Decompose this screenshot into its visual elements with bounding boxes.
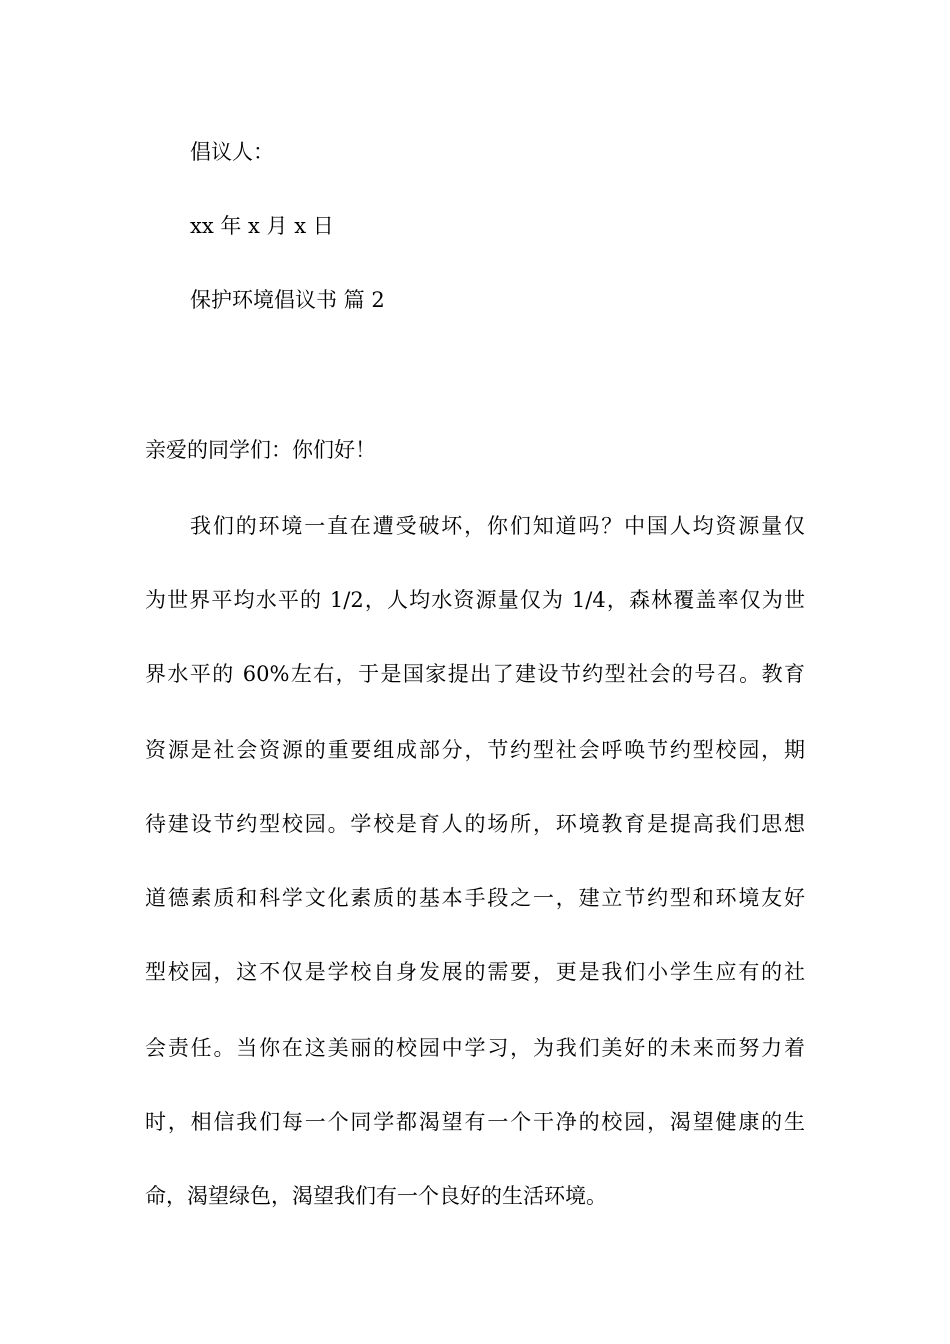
- paragraph-line: 道德素质和科学文化素质的基本手段之一，建立节约型和环境友好: [145, 886, 805, 910]
- paragraph-line: 会责任。当你在这美丽的校园中学习，为我们美好的未来而努力着: [145, 1036, 805, 1060]
- paragraph-line: 型校园，这不仅是学校自身发展的需要，更是我们小学生应有的社: [145, 960, 805, 984]
- section-title: 保护环境倡议书 篇 2: [190, 288, 385, 312]
- paragraph-line: 为世界平均水平的 1/2，人均水资源量仅为 1/4，森林覆盖率仅为世: [145, 588, 805, 612]
- paragraph-line: 资源是社会资源的重要组成部分，节约型社会呼唤节约型校园，期: [145, 738, 805, 762]
- paragraph-line: 时，相信我们每一个同学都渴望有一个干净的校园，渴望健康的生: [145, 1110, 805, 1134]
- signer-label: 倡议人：: [190, 140, 274, 164]
- paragraph-line: 命，渴望绿色，渴望我们有一个良好的生活环境。: [145, 1184, 607, 1208]
- paragraph-line: 待建设节约型校园。学校是育人的场所，环境教育是提高我们思想: [145, 812, 805, 836]
- paragraph-line: 界水平的 60%左右，于是国家提出了建设节约型社会的号召。教育: [145, 662, 805, 686]
- date-line: xx 年 x 月 x 日: [190, 214, 334, 238]
- greeting: 亲爱的同学们：你们好！: [145, 438, 376, 462]
- paragraph-line: 我们的环境一直在遭受破坏，你们知道吗？中国人均资源量仅: [190, 514, 805, 538]
